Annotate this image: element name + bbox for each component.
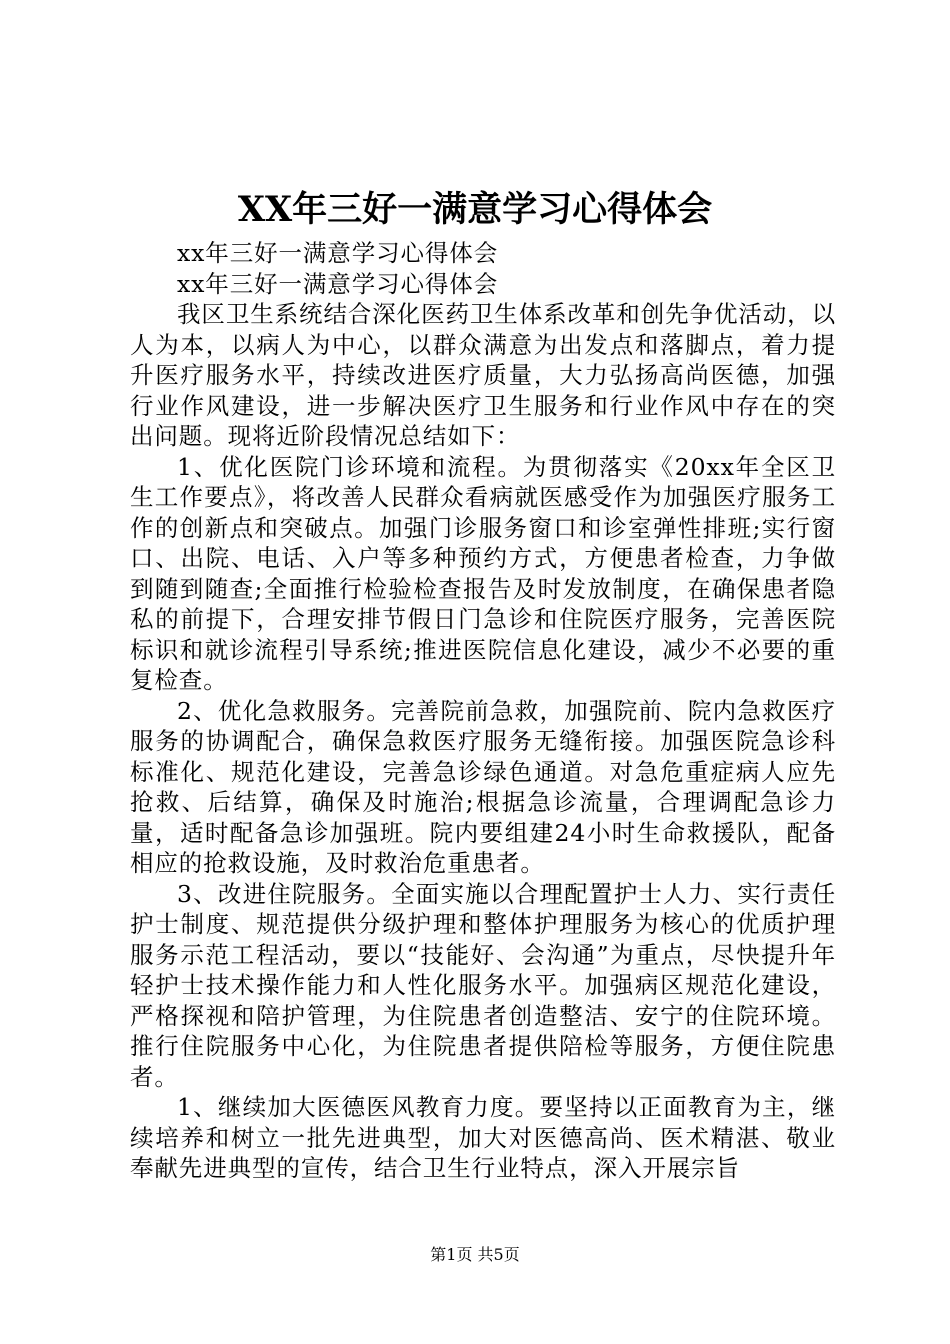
page-number-footer: 第1页 共5页 bbox=[430, 1245, 520, 1264]
paragraph-subtitle-1: xx年三好一满意学习心得体会 bbox=[177, 239, 499, 267]
paragraph-inpatient: 3、改进住院服务。全面实施以合理配置护士人力、实行责任护士制度、规范提供分级护理和整体护理服务为核心的优质护理服务示范工程活动，要以“技能好、会沟通”为重点，尽快提升年轻护士技术操作能力和人性化服务水平。加强病区规范化建设，严格探视和陪护管理，为住院患者创造整洁、安宁的住院环境。推行住院服务中心化，为住院患者提供陪检等服务，方便住院患者。 bbox=[130, 879, 836, 1091]
paragraph-intro: 我区卫生系统结合深化医药卫生体系改革和创先争优活动，以人为本，以病人为中心，以群众满意为出发点和落脚点，着力提升医疗服务水平，持续改进医疗质量，大力弘扬高尚医德，加强行业作风建设，进一步解决医疗卫生服务和行业作风中存在的突出问题。现将近阶段情况总结如下： bbox=[130, 300, 836, 450]
paragraph-subtitle-2: xx年三好一满意学习心得体会 bbox=[177, 269, 499, 298]
paragraph-emergency: 2、优化急救服务。完善院前急救，加强院前、院内急救医疗服务的协调配合，确保急救医疗服务无缝衔接。加强医院急诊科标准化、规范化建设，完善急诊绿色通道。对急危重症病人应先抢救、后结算，确保及时施治;根据急诊流量，合理调配急诊力量，适时配备急诊加强班。院内要组建24小时生命救援队，配备相应的抢救设施，及时救治危重患者。 bbox=[130, 696, 836, 877]
paragraph-outpatient: 1、优化医院门诊环境和流程。为贯彻落实《20xx年全区卫生工作要点》，将改善人民群众看病就医感受作为加强医疗服务工作的创新点和突破点。加强门诊服务窗口和诊室弹性排班;实行窗口、出院、电话、入户等多种预约方式，方便患者检查，力争做到随到随查;全面推行检验检查报告及时发放制度，在确保患者隐私的前提下，合理安排节假日门急诊和住院医疗服务，完善医院标识和就诊流程引导系统;推进医院信息化建设，减少不必要的重复检查。 bbox=[130, 452, 836, 694]
document-body bbox=[130, 238, 836, 1184]
paragraph-ethics-education: 1、继续加大医德医风教育力度。要坚持以正面教育为主，继续培养和树立一批先进典型，加大对医德高尚、医术精湛、敬业奉献先进典型的宣传，结合卫生行业特点，深入开展宗旨 bbox=[130, 1093, 836, 1182]
document-title: XX年三好一满意学习心得体会 bbox=[237, 189, 713, 230]
